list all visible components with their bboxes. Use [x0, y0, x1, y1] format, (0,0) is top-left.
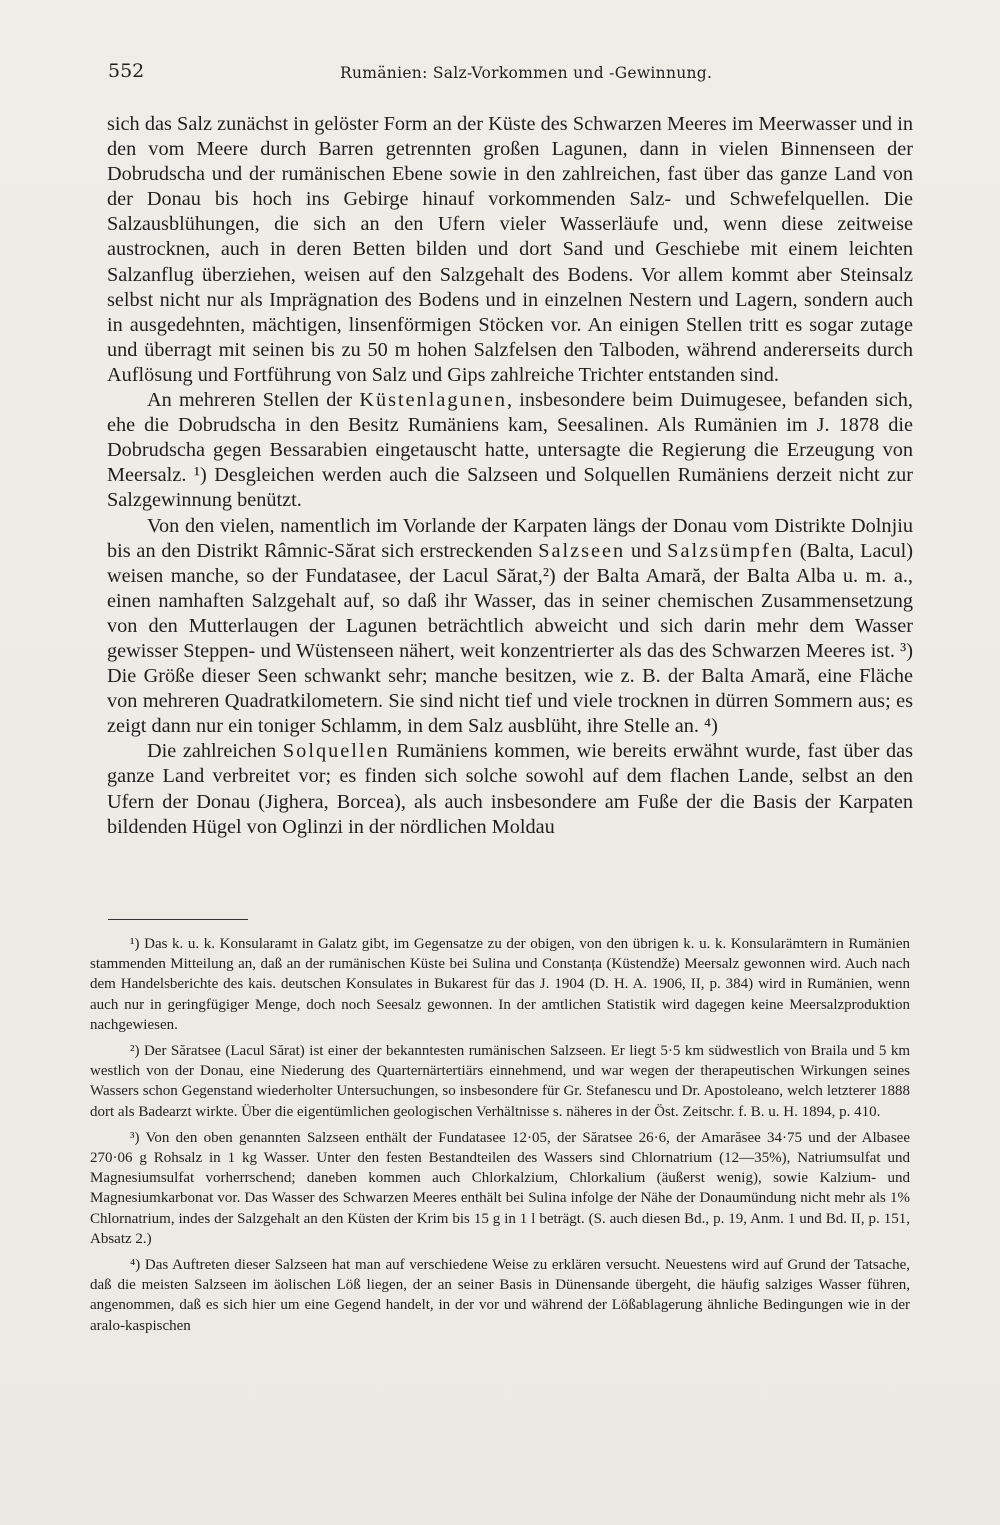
text-run: Die zahlreichen [147, 740, 283, 763]
text-run: Von den vielen, namentlich im Vorlande der Karpaten längs der Donau vom Distrikte Dolnjiu bis an den Distrikt Râmnic-Sărat sich erstreckenden [107, 514, 913, 562]
emphasis-term: Solquellen [282, 740, 390, 763]
text-run: (Balta, Lacul) weisen manche, so der Fundatasee, der Lacul Sărat,²) der Balta Amară, der Balta Alba u. m. a., einen namhaften Salzgehalt auf, so daß ihr Wasser, das in seiner chemischen Zusammensetzung von den Mutterlaugen der Lagunen beträchtlich abweicht und sich darin mehr dem Wasser gewisser Steppen- und Wüstenseen nähert, weit konzentrierter als das des Schwarzen Meeres ist. ³) Die Größe dieser Seen schwankt sehr; manche besitzen, wie z. B. der Balta Amară, eine Fläche von mehreren Quadratkilometern. Sie sind nicht tief und viele trocknen in dürren Sommern aus; es zeigt dann nur ein toniger Schlamm, in dem Salz ausblüht, ihre Stelle an. ⁴) [107, 539, 914, 738]
emphasis-term: Salzsümpfen [667, 539, 794, 562]
running-title: Rumänien: Salz-Vorkommen und -Gewinnung. [340, 64, 713, 82]
footnote-divider [108, 919, 248, 920]
footnote-2: ²) Der Săratsee (Lacul Sărat) ist einer der bekanntesten rumänischen Salzseen. Er liegt 5·5 km südwestlich von Braila und 5 km westlich von der Donau, eine Niederung des Quarternärtertiärs einnehmend, und war wegen der therapeutischen Wirkungen seines Wassers schon Gegenstand wiederholter Untersuchungen, so insbesondere für Gr. Stefanescu und Dr. Apostoleano, welch letzterer 1888 dort als Badearzt wirkte. Über die eigentümlichen geologischen Verhältnisse s. näheres in der Öst. Zeitschr. f. B. u. H. 1894, p. 410. [90, 1043, 910, 1120]
text-run: An mehreren Stellen der [147, 389, 360, 412]
emphasis-term: Salzseen [538, 539, 626, 562]
paragraph-salt-lakes [107, 514, 913, 740]
footnote-4: ⁴) Das Auftreten dieser Salzseen hat man auf verschiedene Weise zu erklären versucht. Neuestens wird auf Grund der Tatsache, daß die meisten Salzseen im äolischen Löß liegen, der an seiner Basis in Dünensande übergeht, die häufig salziges Wasser führen, angenommen, daß es sich hier um eine Gegend handelt, in der vor und während der Lößablagerung ähnliche Bedingungen wie in der aralo-kaspischen [90, 1257, 910, 1334]
footnote-1: ¹) Das k. u. k. Konsularamt in Galatz gibt, im Gegensatze zu der obigen, von den übrigen k. u. k. Konsularämtern in Rumänien stammenden Mitteilung an, daß an der rumänischen Küste bei Sulina und Constanța (Küstendže) Meersalz gewonnen wird. Auch nach dem Handelsberichte des kais. deutschen Konsulates in Bukarest für das J. 1904 (D. H. A. 1906, II, p. 384) wird in Rumänien, wenn auch nur in geringfügiger Menge, doch noch Seesalz gewonnen. In der amtlichen Statistik wird dagegen keine Meersalzproduktion nachgewiesen. [90, 936, 910, 1033]
emphasis-term: Küstenlagunen [359, 389, 508, 412]
text-run: Rumäniens kommen, wie bereits erwähnt wurde, fast über das ganze Land verbreitet vor; es finden sich solche sowohl auf dem flachen Lande, selbst an den Ufern der Donau (Jighera, Borcea), als auch insbesondere am Fuße der die Basis der Karpaten bildenden Hügel von Oglinzi in der nördlichen Moldau [107, 740, 913, 838]
footnote-3: ³) Von den oben genannten Salzseen enthält der Fundatasee 12·05, der Săratsee 26·6, der Amarăsee 34·75 und der Albasee 270·06 g Rohsalz in 1 kg Wasser. Unter den festen Bestandteilen des Wassers sind Chlornatrium (12—35%), Natriumsulfat und Magnesiumsulfat vorherrschend; daneben kommen auch Chlorkalzium, Chlorkalium (äußerst wenig), sowie Kalzium- und Magnesiumkarbonat vor. Das Wasser des Schwarzen Meeres enthält bei Sulina infolge der Nähe der Donaumündung nicht mehr als 1% Chlornatrium, indes der Salzgehalt an den Küsten der Krim bis 15 g in 1 l beträgt. (S. auch diesen Bd., p. 19, Anm. 1 und Bd. II, p. 151, Absatz 2.) [90, 1129, 910, 1247]
text-run: und [625, 539, 668, 562]
text-run: , insbesondere beim Duimugesee, befanden sich, ehe die Dobrudscha in den Besitz Rumäniens kam, Seesalinen. Als Rumänien im J. 1878 die Dobrudscha gegen Bessarabien eingetauscht hatte, untersagte die Regierung die Erzeugung von Meersalz. ¹) Desgleichen werden auch die Salzseen und Solquellen Rumäniens derzeit nicht zur Salzgewinnung benützt. [107, 389, 913, 512]
footnotes [90, 934, 910, 1342]
main-text [107, 112, 913, 840]
paragraph-brine-springs [107, 739, 913, 839]
page-number: 552 [108, 60, 145, 82]
paragraph-coastal-lagoons [107, 388, 913, 513]
running-head [108, 60, 908, 88]
paragraph-salt-occurrence: sich das Salz zunächst in gelöster Form an der Küste des Schwarzen Meeres im Meerwasser und in den vom Meere durch Barren getrennten großen Lagunen, dann in vielen Binnenseen der Dobrudscha und der rumänischen Ebene sowie in den zahlreichen, fast über das ganze Land von der Donau bis hoch ins Gebirge hinauf vorkommenden Salz- und Schwefelquellen. Die Salzausblühungen, die sich an den Ufern vieler Wasserläufe und, wenn diese zeitweise austrocknen, auch in deren Betten bilden und dort Sand und Geschiebe mit einem leichten Salzanflug überziehen, weisen auf den Salzgehalt des Bodens. Vor allem kommt aber Steinsalz selbst nicht nur als Imprägnation des Bodens und in einzelnen Nestern und Lagern, sondern auch in ausgedehnten, mächtigen, linsenförmigen Stöcken vor. An einigen Stellen tritt es sogar zutage und überragt mit seinen bis zu 50 m hohen Salzfelsen den Talboden, während andererseits durch Auflösung und Fortführung von Salz und Gips zahlreiche Trichter entstanden sind. [107, 113, 913, 386]
